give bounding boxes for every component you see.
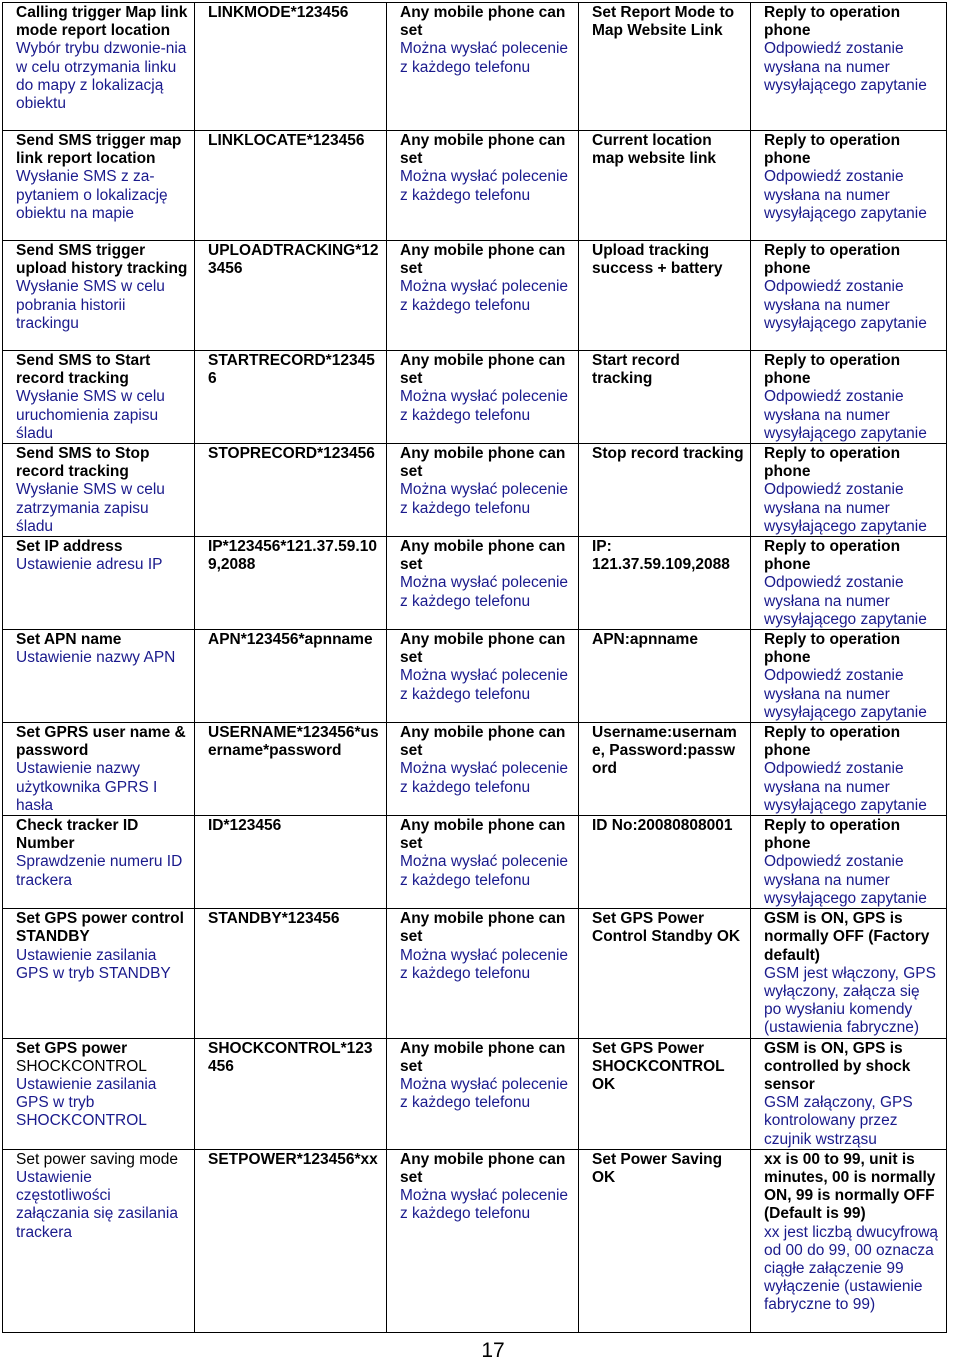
sender-en: Any mobile phone can set: [400, 538, 566, 574]
note-en: Reply to operation phone: [764, 445, 901, 481]
sender-en: Any mobile phone can set: [400, 910, 566, 946]
function-cell: [3, 1149, 195, 1332]
sender-en: Any mobile phone can set: [400, 4, 566, 40]
function-cell: [3, 1038, 195, 1149]
function-cell: [3, 241, 195, 351]
function-pl: Wysłanie SMS w celu uruchomienia zapisu śladu: [16, 388, 165, 442]
sms-command: LINKMODE*123456: [208, 4, 349, 21]
sender-pl: Można wysłać polecenie z każdego telefonu: [400, 1187, 569, 1223]
reply-text: Current location map website link: [592, 132, 717, 168]
note-cell: [751, 816, 947, 909]
command-cell: [195, 3, 387, 131]
sender-cell: [387, 351, 579, 444]
function-pl: Wybór trybu dzwonie-nia w celu otrzymania linku do mapy z lokalizacją obiektu: [16, 40, 187, 113]
function-cell: [3, 3, 195, 131]
sms-command: USERNAME*123456*username*password: [208, 724, 379, 760]
sender-cell: [387, 723, 579, 816]
function-pl: Wysłanie SMS w celu pobrania historii trackingu: [16, 278, 165, 332]
function-cell: [3, 351, 195, 444]
sender-en: Any mobile phone can set: [400, 242, 566, 278]
command-cell: [195, 444, 387, 537]
sender-pl: Można wysłać polecenie z każdego telefonu: [400, 667, 569, 703]
function-cell: [3, 537, 195, 630]
sender-pl: Można wysłać polecenie z każdego telefonu: [400, 388, 569, 424]
table-row: [3, 131, 947, 241]
sms-command: SHOCKCONTROL*123456: [208, 1039, 373, 1075]
function-cell: [3, 444, 195, 537]
note-pl: GSM jest włączony, GPS wyłączony, załącza się po wysłaniu komendy (ustawienia fabryczne): [764, 964, 936, 1037]
table-row: [3, 537, 947, 630]
sms-command: STANDBY*123456: [208, 910, 340, 928]
function-pl: Ustawienie zasilania GPS w tryb SHOCKCONTROL: [16, 1075, 157, 1130]
function-en-mode: SHOCKCONTROL: [16, 1057, 147, 1075]
sender-en: Any mobile phone can set: [400, 445, 566, 481]
table-row: [3, 630, 947, 723]
sender-en: Any mobile phone can set: [400, 817, 566, 853]
reply-text: Username:username, Password:password: [592, 724, 737, 778]
reply-cell: [579, 537, 751, 630]
note-en: xx is 00 to 99, unit is minutes, 00 is normally ON, 99 is normally OFF (Default is 99): [764, 1150, 936, 1223]
reply-cell: [579, 630, 751, 723]
function-en: Send SMS trigger map link report location: [16, 132, 182, 168]
reply-cell: [579, 909, 751, 1038]
note-cell: [751, 537, 947, 630]
function-cell: [3, 630, 195, 723]
table-row: [3, 444, 947, 537]
sender-cell: [387, 1038, 579, 1149]
function-cell: [3, 131, 195, 241]
table-row: [3, 723, 947, 816]
sms-command: APN*123456*apnname: [208, 631, 373, 649]
note-cell: [751, 1149, 947, 1332]
command-cell: [195, 816, 387, 909]
reply-text: IP: 121.37.59.109,2088: [592, 538, 730, 574]
sender-en: Any mobile phone can set: [400, 1039, 566, 1075]
function-en: Set GPS power: [16, 1039, 128, 1057]
function-cell: [3, 723, 195, 816]
sender-en: Any mobile phone can set: [400, 352, 566, 388]
note-en: Reply to operation phone: [764, 242, 901, 278]
command-cell: [195, 723, 387, 816]
function-en: Send SMS to Stop record tracking: [16, 445, 150, 481]
note-pl: Odpowiedź zostanie wysłana na numer wysyłającego zapytanie: [764, 278, 927, 332]
sms-command: STARTRECORD*123456: [208, 352, 375, 388]
sender-pl: Można wysłać polecenie z każdego telefonu: [400, 853, 569, 889]
function-pl: Ustawienie zasilania GPS w tryb STANDBY: [16, 946, 171, 982]
note-cell: [751, 909, 947, 1038]
table-row: [3, 816, 947, 909]
function-en: Set GPS power control STANDBY: [16, 910, 184, 946]
sms-command: SETPOWER*123456*xx: [208, 1150, 378, 1168]
reply-text: Set GPS Power SHOCKCONTROL OK: [592, 1039, 725, 1093]
note-en: Reply to operation phone: [764, 4, 901, 40]
note-pl: GSM załączony, GPS kontrolowany przez czujnik wstrząsu: [764, 1094, 913, 1148]
function-en: Set power saving mode: [16, 1150, 178, 1168]
sender-cell: [387, 1149, 579, 1332]
reply-text: Set Report Mode to Map Website Link: [592, 4, 735, 40]
table-row: [3, 1038, 947, 1149]
sender-cell: [387, 3, 579, 131]
sender-en: Any mobile phone can set: [400, 724, 566, 760]
function-pl: Ustawienie adresu IP: [16, 556, 163, 574]
function-en: Set IP address: [16, 538, 123, 556]
function-pl: Ustawienie częstotliwości załączania się zasilania trackera: [16, 1168, 178, 1241]
table-row: [3, 3, 947, 131]
function-pl: Ustawienie nazwy APN: [16, 649, 176, 667]
function-en: Send SMS trigger upload history tracking: [16, 242, 188, 278]
function-en: Calling trigger Map link mode report location: [16, 4, 188, 40]
sender-en: Any mobile phone can set: [400, 631, 566, 667]
note-en: Reply to operation phone: [764, 724, 901, 760]
sms-command: STOPRECORD*123456: [208, 445, 375, 463]
reply-text: ID No:20080808001: [592, 817, 733, 835]
sender-cell: [387, 816, 579, 909]
sender-cell: [387, 241, 579, 351]
note-en: GSM is ON, GPS is normally OFF (Factory default): [764, 910, 930, 964]
note-cell: [751, 630, 947, 723]
note-cell: [751, 1038, 947, 1149]
command-cell: [195, 537, 387, 630]
reply-text: Start record tracking: [592, 352, 680, 388]
table-row: [3, 241, 947, 351]
function-en: Set GPRS user name & password: [16, 724, 186, 760]
reply-cell: [579, 444, 751, 537]
reply-cell: [579, 816, 751, 909]
sender-pl: Można wysłać polecenie z każdego telefonu: [400, 574, 569, 610]
note-pl: Odpowiedź zostanie wysłana na numer wysyłającego zapytanie: [764, 388, 927, 442]
note-pl: Odpowiedź zostanie wysłana na numer wysyłającego zapytanie: [764, 760, 927, 814]
note-en: Reply to operation phone: [764, 817, 901, 853]
reply-cell: [579, 131, 751, 241]
command-cell: [195, 630, 387, 723]
sms-command: LINKLOCATE*123456: [208, 132, 365, 149]
function-en: Send SMS to Start record tracking: [16, 352, 151, 388]
page-number: 17: [481, 1339, 505, 1362]
note-cell: [751, 444, 947, 537]
note-cell: [751, 131, 947, 241]
note-pl: Odpowiedź zostanie wysłana na numer wysyłającego zapytanie: [764, 853, 927, 907]
note-pl: xx jest liczbą dwucyfrową od 00 do 99, 00 oznacza ciągłe załączenie 99 wyłączenie (ustawienie fabryczne to 99): [764, 1223, 939, 1314]
sms-command: UPLOADTRACKING*123456: [208, 242, 379, 278]
reply-text: Stop record tracking: [592, 445, 744, 463]
reply-cell: [579, 3, 751, 131]
table-row: [3, 909, 947, 1038]
sender-cell: [387, 444, 579, 537]
reply-cell: [579, 723, 751, 816]
sender-cell: [387, 131, 579, 241]
table-row: [3, 351, 947, 444]
table-row: [3, 1149, 947, 1332]
sender-pl: Można wysłać polecenie z każdego telefonu: [400, 168, 569, 204]
function-pl: Wysłanie SMS w celu zatrzymania zapisu śladu: [16, 481, 165, 535]
note-pl: Odpowiedź zostanie wysłana na numer wysyłającego zapytanie: [764, 40, 927, 94]
command-cell: [195, 351, 387, 444]
sender-pl: Można wysłać polecenie z każdego telefonu: [400, 278, 569, 314]
reply-cell: [579, 241, 751, 351]
note-cell: [751, 723, 947, 816]
reply-text: Set Power Saving OK: [592, 1150, 723, 1186]
note-pl: Odpowiedź zostanie wysłana na numer wysyłającego zapytanie: [764, 168, 927, 222]
command-cell: [195, 241, 387, 351]
function-pl: Ustawienie nazwy użytkownika GPRS I hasła: [16, 760, 158, 814]
sender-pl: Można wysłać polecenie z każdego telefonu: [400, 760, 569, 796]
command-cell: [195, 131, 387, 241]
reply-cell: [579, 351, 751, 444]
function-cell: [3, 816, 195, 909]
function-pl: Wysłanie SMS z za-pytaniem o lokalizację obiektu na mapie: [16, 168, 168, 222]
note-en: Reply to operation phone: [764, 631, 901, 667]
function-cell: [3, 909, 195, 1038]
note-en: Reply to operation phone: [764, 352, 901, 388]
note-en: Reply to operation phone: [764, 538, 901, 574]
sender-pl: Można wysłać polecenie z każdego telefonu: [400, 1075, 569, 1112]
command-table-wrapper: [2, 2, 947, 1333]
sender-cell: [387, 630, 579, 723]
reply-text: APN:apnname: [592, 631, 698, 649]
sms-command: IP*123456*121.37.59.109,2088: [208, 538, 377, 574]
note-cell: [751, 3, 947, 131]
note-pl: Odpowiedź zostanie wysłana na numer wysyłającego zapytanie: [764, 574, 927, 628]
note-en: GSM is ON, GPS is controlled by shock sensor: [764, 1039, 911, 1093]
function-pl: Sprawdzenie numeru ID trackera: [16, 853, 183, 889]
reply-text: Upload tracking success + battery: [592, 242, 723, 278]
sender-pl: Można wysłać polecenie z każdego telefonu: [400, 946, 569, 982]
sender-cell: [387, 909, 579, 1038]
note-pl: Odpowiedź zostanie wysłana na numer wysyłającego zapytanie: [764, 667, 927, 721]
command-cell: [195, 1149, 387, 1332]
command-cell: [195, 1038, 387, 1149]
sender-cell: [387, 537, 579, 630]
function-en: Check tracker ID Number: [16, 817, 139, 853]
sender-pl: Można wysłać polecenie z każdego telefonu: [400, 40, 569, 76]
sender-en: Any mobile phone can set: [400, 132, 566, 168]
note-en: Reply to operation phone: [764, 132, 901, 168]
reply-cell: [579, 1038, 751, 1149]
note-pl: Odpowiedź zostanie wysłana na numer wysyłającego zapytanie: [764, 481, 927, 535]
note-cell: [751, 351, 947, 444]
sender-pl: Można wysłać polecenie z każdego telefonu: [400, 481, 569, 517]
note-cell: [751, 241, 947, 351]
command-table: [2, 2, 947, 1333]
reply-cell: [579, 1149, 751, 1332]
sms-command: ID*123456: [208, 817, 282, 835]
command-cell: [195, 909, 387, 1038]
function-en: Set APN name: [16, 631, 122, 649]
reply-text: Set GPS Power Control Standby OK: [592, 910, 741, 946]
sender-en: Any mobile phone can set: [400, 1150, 566, 1186]
